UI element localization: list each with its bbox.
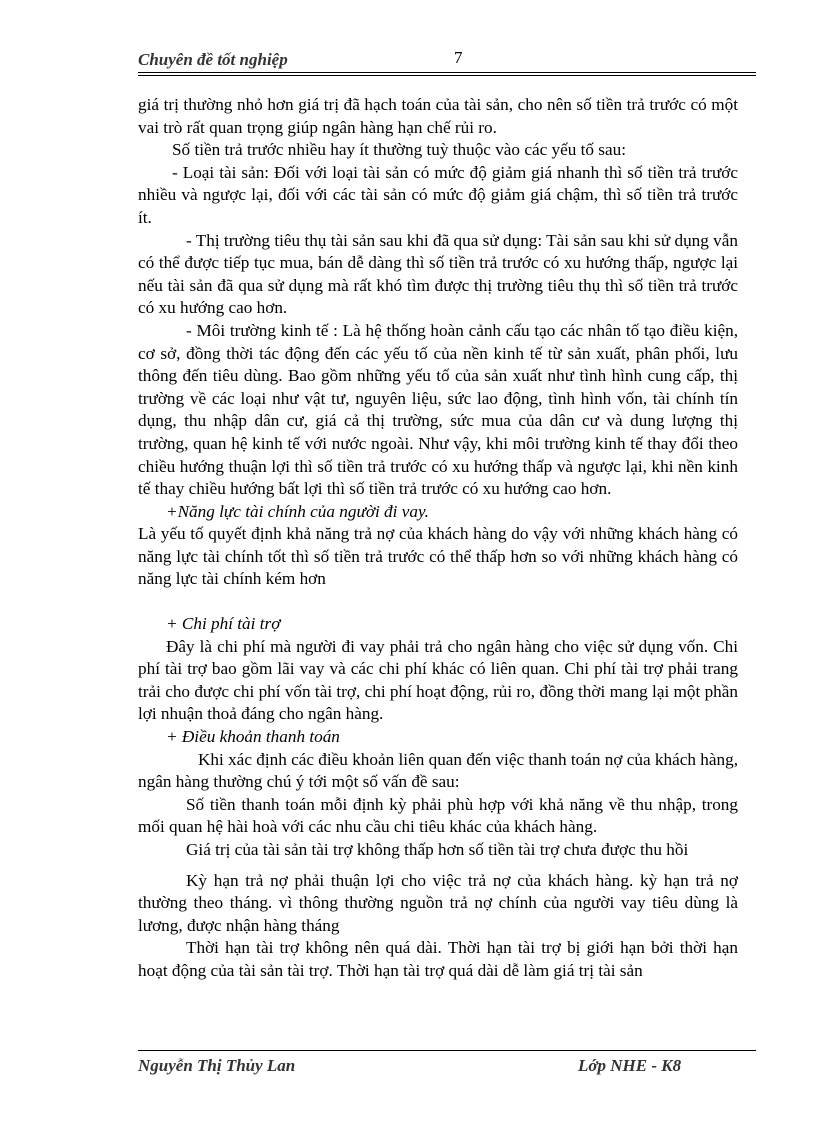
class-label: Lớp NHE - K8 bbox=[578, 1056, 682, 1075]
paragraph: Đây là chi phí mà người đi vay phải trả cho ngân hàng cho việc sử dụng vốn. Chi phí tài trợ bao gồm lãi vay và các chi phí khác có liên quan. Chi phí tài trợ phải trang trải cho được chi phí vốn tài trợ, chi phí hoạt động, rủi ro, đồng thời mang lại một phần lợi nhuận thoả đáng cho ngân hàng. bbox=[138, 636, 738, 724]
paragraph: Giá trị của tài sản tài trợ không thấp hơn số tiền tài trợ chưa được thu hồi bbox=[186, 840, 689, 859]
page-number: 7 bbox=[454, 48, 463, 67]
paragraph: - Loại tài sản: Đối với loại tài sản có mức độ giảm giá nhanh thì số tiền trả trước nhiều và ngược lại, đối với các tài sản có mức độ giảm giá chậm, thì số tiền trả trước ít. bbox=[138, 162, 738, 227]
subheading: + Điều khoản thanh toán bbox=[166, 727, 340, 747]
paragraph: Kỳ hạn trả nợ phải thuận lợi cho việc trả nợ của khách hàng. kỳ hạn trả nợ thường theo tháng. vì thông thường nguồn trả nợ chính của người vay tiêu dùng là lương, được nhận hàng tháng bbox=[138, 870, 738, 935]
spacer bbox=[138, 591, 738, 613]
author-name: Nguyễn Thị Thủy Lan bbox=[138, 1056, 296, 1075]
paragraph: Thời hạn tài trợ không nên quá dài. Thời hạn tài trợ bị giới hạn bởi thời hạn hoạt động của tài sản tài trợ. Thời hạn tài trợ quá dài dễ làm giá trị tài sản bbox=[138, 938, 738, 980]
page-header bbox=[138, 46, 760, 72]
document-body bbox=[138, 94, 738, 983]
subheading: +Năng lực tài chính của người đi vay. bbox=[166, 501, 429, 521]
paragraph: Khi xác định các điều khoản liên quan đến việc thanh toán nợ của khách hàng, ngân hàng thường chú ý tới một số vấn đề sau: bbox=[138, 749, 738, 792]
spacer bbox=[138, 862, 738, 870]
subheading: + Chi phí tài trợ bbox=[166, 614, 281, 634]
header-divider bbox=[138, 72, 756, 76]
paragraph: Số tiền trả trước nhiều hay ít thường tuỳ thuộc vào các yếu tố sau: bbox=[172, 140, 626, 160]
paragraph: Là yếu tố quyết định khả năng trả nợ của khách hàng do vậy với những khách hàng có năng lực tài chính tốt thì số tiền trả trước có thể thấp hơn so với những khách hàng có năng lực tài chính kém hơn bbox=[138, 524, 738, 589]
paragraph: - Môi trường kinh tế : Là hệ thống hoàn cảnh cấu tạo các nhân tố tạo điều kiện, cơ sở, đồng thời tác động đến các yếu tố của nền kinh tế từ sản xuất, phân phối, lưu thông đến tiêu dùng. Bao gồm những yếu tố của sản xuất như tình hình cung cấp, thị trường về các loại như vật tư, nguyên liệu, sức lao động, tình hình vốn, tài chính tín dụng, thu nhập dân cư, giá cả thị trường, sức mua của dân cư và dung lượng thị trường, quan hệ kinh tế với nước ngoài. Như vậy, khi môi trường kinh tế thay đổi theo chiều hướng thuận lợi thì số tiền trả trước có xu hướng thấp và ngược lại, khi nền kinh tế thay chiều hướng bất lợi thì số tiền trả trước có xu hướng cao hơn. bbox=[138, 320, 738, 499]
paragraph: giá trị thường nhỏ hơn giá trị đã hạch toán của tài sản, cho nên số tiền trả trước có một vai trò rất quan trọng giúp ngân hàng hạn chế rủi ro. bbox=[138, 95, 738, 137]
paragraph: - Thị trường tiêu thụ tài sản sau khi đã qua sử dụng: Tài sản sau khi sử dụng vẫn có thể được tiếp tục mua, bán dễ dàng thì số tiền trả trước có xu hướng thấp, ngược lại nếu tài sản đã qua sử dụng mà rất khó tìm được thị trường tiêu thụ thì số tiền trả trước có xu hướng cao hơn. bbox=[138, 230, 738, 318]
paragraph: Số tiền thanh toán mỗi định kỳ phải phù hợp với khả năng về thu nhập, trong mối quan hệ hài hoà với các nhu cầu chi tiêu khác của khách hàng. bbox=[138, 794, 738, 837]
footer-divider bbox=[138, 1050, 756, 1051]
document-title: Chuyên đề tốt nghiệp bbox=[138, 50, 288, 69]
